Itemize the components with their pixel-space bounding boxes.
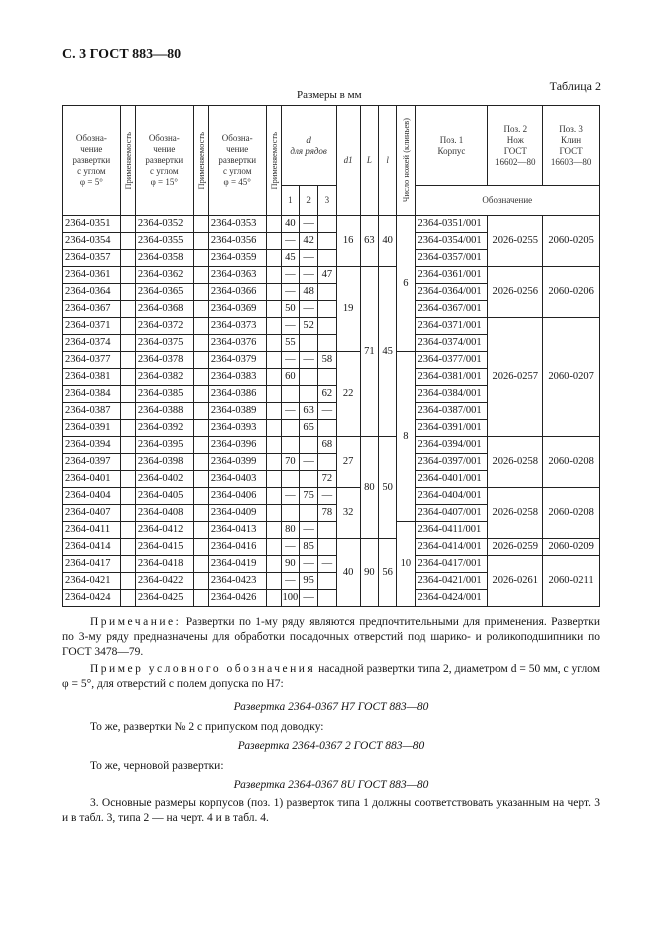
d-row2: —	[300, 250, 318, 267]
col-head-knife-count: Число ножей (клиньев)	[397, 106, 415, 216]
code-15deg: 2364-0375	[135, 335, 193, 352]
applicability-cell	[120, 471, 135, 488]
code-15deg: 2364-0412	[135, 522, 193, 539]
code-15deg: 2364-0385	[135, 386, 193, 403]
d-row1: 45	[281, 250, 299, 267]
col-head-5deg: Обозна- чение развертки с углом φ = 5°	[63, 106, 121, 216]
d-row3: 62	[318, 386, 336, 403]
code-5deg: 2364-0377	[63, 352, 121, 369]
col-head-applicability: Применяемость	[266, 106, 281, 216]
applicability-cell	[266, 233, 281, 250]
applicability-cell	[266, 267, 281, 284]
d-row1: —	[281, 233, 299, 250]
code-15deg: 2364-0388	[135, 403, 193, 420]
applicability-cell	[193, 284, 208, 301]
code-15deg: 2364-0382	[135, 369, 193, 386]
applicability-cell	[266, 590, 281, 607]
applicability-cell	[266, 488, 281, 505]
applicability-cell	[193, 335, 208, 352]
n-value: 10	[397, 522, 415, 607]
d-row2: —	[300, 352, 318, 369]
l-value: 40	[379, 216, 397, 267]
pos3-code: 2060-0205	[543, 216, 600, 267]
d-row2	[300, 386, 318, 403]
pos1-code: 2364-0394/001	[415, 437, 488, 454]
d-row1: —	[281, 284, 299, 301]
d-row3	[318, 573, 336, 590]
d-row1	[281, 471, 299, 488]
applicability-cell	[120, 454, 135, 471]
applicability-cell	[266, 505, 281, 522]
pos2-code: 2026-0261	[488, 556, 543, 607]
d-row1	[281, 437, 299, 454]
code-5deg: 2364-0391	[63, 420, 121, 437]
page-header: С. 3 ГОСТ 883—80	[62, 47, 182, 62]
code-5deg: 2364-0357	[63, 250, 121, 267]
col-head-d1: d1	[336, 106, 360, 216]
l-value: 56	[379, 539, 397, 607]
pos2-code: 2026-0258	[488, 488, 543, 539]
applicability-cell	[120, 386, 135, 403]
code-5deg: 2364-0387	[63, 403, 121, 420]
pos3-code: 2060-0209	[543, 539, 600, 556]
code-45deg: 2364-0373	[208, 318, 266, 335]
applicability-cell	[193, 233, 208, 250]
table-number: Таблица 2	[549, 79, 601, 93]
applicability-cell	[266, 352, 281, 369]
applicability-cell	[120, 284, 135, 301]
d-row2: —	[300, 301, 318, 318]
code-5deg: 2364-0371	[63, 318, 121, 335]
applicability-cell	[266, 539, 281, 556]
d-row3	[318, 522, 336, 539]
code-45deg: 2364-0396	[208, 437, 266, 454]
d-row1: 80	[281, 522, 299, 539]
d-row1	[281, 386, 299, 403]
col-head-designation: Обозначение	[415, 186, 599, 216]
code-45deg: 2364-0363	[208, 267, 266, 284]
applicability-cell	[120, 420, 135, 437]
applicability-cell	[193, 318, 208, 335]
code-45deg: 2364-0389	[208, 403, 266, 420]
units-note: Размеры в мм	[297, 89, 362, 101]
d-row3: —	[318, 488, 336, 505]
pos1-code: 2364-0364/001	[415, 284, 488, 301]
pos1-code: 2364-0404/001	[415, 488, 488, 505]
pos1-code: 2364-0414/001	[415, 539, 488, 556]
code-45deg: 2364-0403	[208, 471, 266, 488]
applicability-cell	[266, 403, 281, 420]
applicability-cell	[266, 573, 281, 590]
d-row3	[318, 539, 336, 556]
d-row3	[318, 250, 336, 267]
d-row3: 78	[318, 505, 336, 522]
reamer-table	[62, 105, 600, 607]
d-row1: 50	[281, 301, 299, 318]
d-row1: —	[281, 573, 299, 590]
d-row2: 95	[300, 573, 318, 590]
d-row3: 47	[318, 267, 336, 284]
applicability-cell	[193, 505, 208, 522]
applicability-cell	[193, 471, 208, 488]
d-row3	[318, 369, 336, 386]
pos1-code: 2364-0397/001	[415, 454, 488, 471]
code-45deg: 2364-0423	[208, 573, 266, 590]
code-45deg: 2364-0426	[208, 590, 266, 607]
d-row3	[318, 590, 336, 607]
applicability-cell	[266, 301, 281, 318]
col-head-l: l	[379, 106, 397, 216]
applicability-cell	[120, 233, 135, 250]
pos1-code: 2364-0401/001	[415, 471, 488, 488]
d-row2: 42	[300, 233, 318, 250]
d1-value: 22	[336, 352, 360, 437]
code-45deg: 2364-0366	[208, 284, 266, 301]
code-45deg: 2364-0406	[208, 488, 266, 505]
d-row2: —	[300, 454, 318, 471]
code-45deg: 2364-0359	[208, 250, 266, 267]
d-row2: —	[300, 267, 318, 284]
row-num-2: 2	[300, 186, 318, 216]
code-5deg: 2364-0361	[63, 267, 121, 284]
L-value: 71	[360, 267, 378, 437]
d-row1	[281, 505, 299, 522]
col-head-15deg: Обозна- чение развертки с углом φ = 15°	[135, 106, 193, 216]
pos1-code: 2364-0391/001	[415, 420, 488, 437]
applicability-cell	[120, 369, 135, 386]
applicability-cell	[193, 301, 208, 318]
d-row1: 90	[281, 556, 299, 573]
applicability-cell	[193, 352, 208, 369]
code-15deg: 2364-0418	[135, 556, 193, 573]
d-row2: 52	[300, 318, 318, 335]
code-15deg: 2364-0395	[135, 437, 193, 454]
d-row3: 72	[318, 471, 336, 488]
pos1-code: 2364-0407/001	[415, 505, 488, 522]
code-45deg: 2364-0369	[208, 301, 266, 318]
code-5deg: 2364-0374	[63, 335, 121, 352]
applicability-cell	[193, 437, 208, 454]
col-head-d: d для рядов	[281, 106, 336, 186]
code-15deg: 2364-0355	[135, 233, 193, 250]
d1-value: 16	[336, 216, 360, 267]
applicability-cell	[193, 556, 208, 573]
pos1-code: 2364-0411/001	[415, 522, 488, 539]
d-row3: 58	[318, 352, 336, 369]
table-row	[63, 539, 600, 556]
col-head-L: L	[360, 106, 378, 216]
pos2-code: 2026-0256	[488, 267, 543, 318]
d-row1: —	[281, 539, 299, 556]
d-row3	[318, 216, 336, 233]
code-15deg: 2364-0352	[135, 216, 193, 233]
same-1: То же, развертки № 2 с припуском под доводку:	[90, 721, 324, 733]
pos1-code: 2364-0374/001	[415, 335, 488, 352]
table-row	[63, 318, 600, 335]
d-row2	[300, 471, 318, 488]
d1-value: 27	[336, 437, 360, 488]
applicability-cell	[266, 522, 281, 539]
code-5deg: 2364-0381	[63, 369, 121, 386]
d-row2: 85	[300, 539, 318, 556]
col-head-applicability: Применяемость	[193, 106, 208, 216]
pos3-code: 2060-0211	[543, 556, 600, 607]
applicability-cell	[193, 573, 208, 590]
applicability-cell	[120, 352, 135, 369]
applicability-cell	[120, 556, 135, 573]
d-row1: 70	[281, 454, 299, 471]
code-45deg: 2364-0419	[208, 556, 266, 573]
pos1-code: 2364-0354/001	[415, 233, 488, 250]
pos1-code: 2364-0387/001	[415, 403, 488, 420]
L-value: 63	[360, 216, 378, 267]
d-row2	[300, 335, 318, 352]
example-intro: Пример условного обозначения насадной развертки типа 2, диаметром d = 50 мм, с углом φ = 5°, для отверстий с полем допуска по H7:	[62, 663, 600, 690]
pos1-code: 2364-0357/001	[415, 250, 488, 267]
code-15deg: 2364-0422	[135, 573, 193, 590]
code-15deg: 2364-0398	[135, 454, 193, 471]
code-15deg: 2364-0405	[135, 488, 193, 505]
pos1-code: 2364-0351/001	[415, 216, 488, 233]
d-row3	[318, 301, 336, 318]
code-15deg: 2364-0368	[135, 301, 193, 318]
table-row	[63, 216, 600, 233]
code-5deg: 2364-0411	[63, 522, 121, 539]
col-head-pos2: Поз. 2 Нож ГОСТ 16602—80	[488, 106, 543, 186]
d-row2: —	[300, 216, 318, 233]
d1-value: 40	[336, 539, 360, 607]
d-row1: —	[281, 318, 299, 335]
applicability-cell	[193, 250, 208, 267]
pos1-code: 2364-0371/001	[415, 318, 488, 335]
paragraph-3: 3. Основные размеры корпусов (поз. 1) разверток типа 1 должны соответствовать указанным на черт. 3 и в табл. 3, типа 2 — на черт. 4 и в табл. 4.	[62, 797, 600, 824]
applicability-cell	[120, 301, 135, 318]
L-value: 80	[360, 437, 378, 539]
d-row3: 68	[318, 437, 336, 454]
table-row	[63, 267, 600, 284]
col-head-pos3: Поз. 3 Клин ГОСТ 16603—80	[543, 106, 600, 186]
d-row2: 63	[300, 403, 318, 420]
applicability-cell	[193, 590, 208, 607]
code-45deg: 2364-0386	[208, 386, 266, 403]
applicability-cell	[266, 386, 281, 403]
d-row3	[318, 335, 336, 352]
code-15deg: 2364-0372	[135, 318, 193, 335]
table-row	[63, 556, 600, 573]
pos1-code: 2364-0417/001	[415, 556, 488, 573]
code-5deg: 2364-0354	[63, 233, 121, 250]
applicability-cell	[193, 522, 208, 539]
pos3-code: 2060-0207	[543, 318, 600, 437]
applicability-cell	[193, 403, 208, 420]
d-row2: —	[300, 590, 318, 607]
d1-value: 19	[336, 267, 360, 352]
pos1-code: 2364-0361/001	[415, 267, 488, 284]
applicability-cell	[120, 216, 135, 233]
code-15deg: 2364-0362	[135, 267, 193, 284]
applicability-cell	[120, 505, 135, 522]
d-row1: 40	[281, 216, 299, 233]
applicability-cell	[193, 216, 208, 233]
code-45deg: 2364-0353	[208, 216, 266, 233]
table-row	[63, 437, 600, 454]
applicability-cell	[120, 250, 135, 267]
code-5deg: 2364-0367	[63, 301, 121, 318]
formula-2: Развертка 2364-0367 2 ГОСТ 883—80	[237, 740, 425, 752]
code-5deg: 2364-0401	[63, 471, 121, 488]
applicability-cell	[193, 539, 208, 556]
row-num-1: 1	[281, 186, 299, 216]
code-15deg: 2364-0392	[135, 420, 193, 437]
d-row3: —	[318, 556, 336, 573]
applicability-cell	[266, 437, 281, 454]
applicability-cell	[120, 488, 135, 505]
code-15deg: 2364-0358	[135, 250, 193, 267]
applicability-cell	[193, 386, 208, 403]
table-body	[63, 216, 600, 607]
pos1-code: 2364-0424/001	[415, 590, 488, 607]
applicability-cell	[193, 454, 208, 471]
n-value: 8	[397, 352, 415, 522]
applicability-cell	[266, 284, 281, 301]
code-5deg: 2364-0417	[63, 556, 121, 573]
d-row2: 65	[300, 420, 318, 437]
pos2-code: 2026-0259	[488, 539, 543, 556]
applicability-cell	[120, 539, 135, 556]
applicability-cell	[193, 488, 208, 505]
d-row3	[318, 284, 336, 301]
applicability-cell	[120, 590, 135, 607]
d-row1: —	[281, 352, 299, 369]
d-row1: —	[281, 488, 299, 505]
applicability-cell	[266, 369, 281, 386]
applicability-cell	[120, 437, 135, 454]
code-45deg: 2364-0416	[208, 539, 266, 556]
applicability-cell	[120, 403, 135, 420]
applicability-cell	[120, 318, 135, 335]
d-row1: —	[281, 403, 299, 420]
code-5deg: 2364-0421	[63, 573, 121, 590]
n-value: 6	[397, 216, 415, 352]
code-15deg: 2364-0408	[135, 505, 193, 522]
code-15deg: 2364-0415	[135, 539, 193, 556]
d-row2: —	[300, 556, 318, 573]
code-15deg: 2364-0365	[135, 284, 193, 301]
code-45deg: 2364-0383	[208, 369, 266, 386]
d-row2	[300, 437, 318, 454]
applicability-cell	[120, 522, 135, 539]
code-45deg: 2364-0376	[208, 335, 266, 352]
d-row1: 60	[281, 369, 299, 386]
code-5deg: 2364-0424	[63, 590, 121, 607]
d-row3: —	[318, 403, 336, 420]
d-row2	[300, 369, 318, 386]
code-5deg: 2364-0407	[63, 505, 121, 522]
pos1-code: 2364-0421/001	[415, 573, 488, 590]
d-row2: —	[300, 522, 318, 539]
applicability-cell	[120, 335, 135, 352]
applicability-cell	[266, 471, 281, 488]
pos1-code: 2364-0384/001	[415, 386, 488, 403]
pos2-code: 2026-0255	[488, 216, 543, 267]
d-row2: 75	[300, 488, 318, 505]
code-45deg: 2364-0413	[208, 522, 266, 539]
d-row1: 100	[281, 590, 299, 607]
l-value: 45	[379, 267, 397, 437]
d-row2	[300, 505, 318, 522]
applicability-cell	[193, 369, 208, 386]
applicability-cell	[193, 267, 208, 284]
applicability-cell	[266, 420, 281, 437]
table-row	[63, 488, 600, 505]
applicability-cell	[266, 250, 281, 267]
pos2-code: 2026-0257	[488, 318, 543, 437]
code-5deg: 2364-0394	[63, 437, 121, 454]
code-45deg: 2364-0393	[208, 420, 266, 437]
l-value: 50	[379, 437, 397, 539]
pos2-code: 2026-0258	[488, 437, 543, 488]
applicability-cell	[266, 335, 281, 352]
applicability-cell	[266, 556, 281, 573]
col-head-45deg: Обозна- чение развертки с углом φ = 45°	[208, 106, 266, 216]
col-head-applicability: Применяемость	[120, 106, 135, 216]
code-45deg: 2364-0399	[208, 454, 266, 471]
d1-value: 32	[336, 488, 360, 539]
code-5deg: 2364-0397	[63, 454, 121, 471]
d-row1	[281, 420, 299, 437]
pos3-code: 2060-0208	[543, 488, 600, 539]
pos1-code: 2364-0381/001	[415, 369, 488, 386]
d-row2: 48	[300, 284, 318, 301]
formula-1: Развертка 2364-0367 H7 ГОСТ 883—80	[233, 701, 429, 713]
pos1-code: 2364-0367/001	[415, 301, 488, 318]
applicability-cell	[120, 573, 135, 590]
applicability-cell	[193, 420, 208, 437]
code-15deg: 2364-0425	[135, 590, 193, 607]
formula-3: Развертка 2364-0367 8U ГОСТ 883—80	[233, 779, 429, 791]
d-row3	[318, 318, 336, 335]
code-5deg: 2364-0351	[63, 216, 121, 233]
code-45deg: 2364-0409	[208, 505, 266, 522]
d-row3	[318, 454, 336, 471]
code-5deg: 2364-0384	[63, 386, 121, 403]
pos3-code: 2060-0208	[543, 437, 600, 488]
d-row3	[318, 233, 336, 250]
applicability-cell	[266, 216, 281, 233]
code-5deg: 2364-0404	[63, 488, 121, 505]
note: Примечание: Развертки по 1-му ряду являются предпочтительными для применения. Развертки по 3-му ряду предназначены для обработки посадочных отверстий под шарико- и роликоподшипники по ГОСТ 3478—79.	[62, 616, 600, 658]
code-15deg: 2364-0402	[135, 471, 193, 488]
row-num-3: 3	[318, 186, 336, 216]
d-row1: —	[281, 267, 299, 284]
applicability-cell	[266, 454, 281, 471]
d-row3	[318, 420, 336, 437]
L-value: 90	[360, 539, 378, 607]
d-row1: 55	[281, 335, 299, 352]
applicability-cell	[266, 318, 281, 335]
same-2: То же, черновой развертки:	[90, 760, 224, 772]
pos3-code: 2060-0206	[543, 267, 600, 318]
applicability-cell	[120, 267, 135, 284]
code-15deg: 2364-0378	[135, 352, 193, 369]
code-5deg: 2364-0364	[63, 284, 121, 301]
pos1-code: 2364-0377/001	[415, 352, 488, 369]
col-head-pos1: Поз. 1 Корпус	[415, 106, 488, 186]
code-45deg: 2364-0379	[208, 352, 266, 369]
code-45deg: 2364-0356	[208, 233, 266, 250]
code-5deg: 2364-0414	[63, 539, 121, 556]
